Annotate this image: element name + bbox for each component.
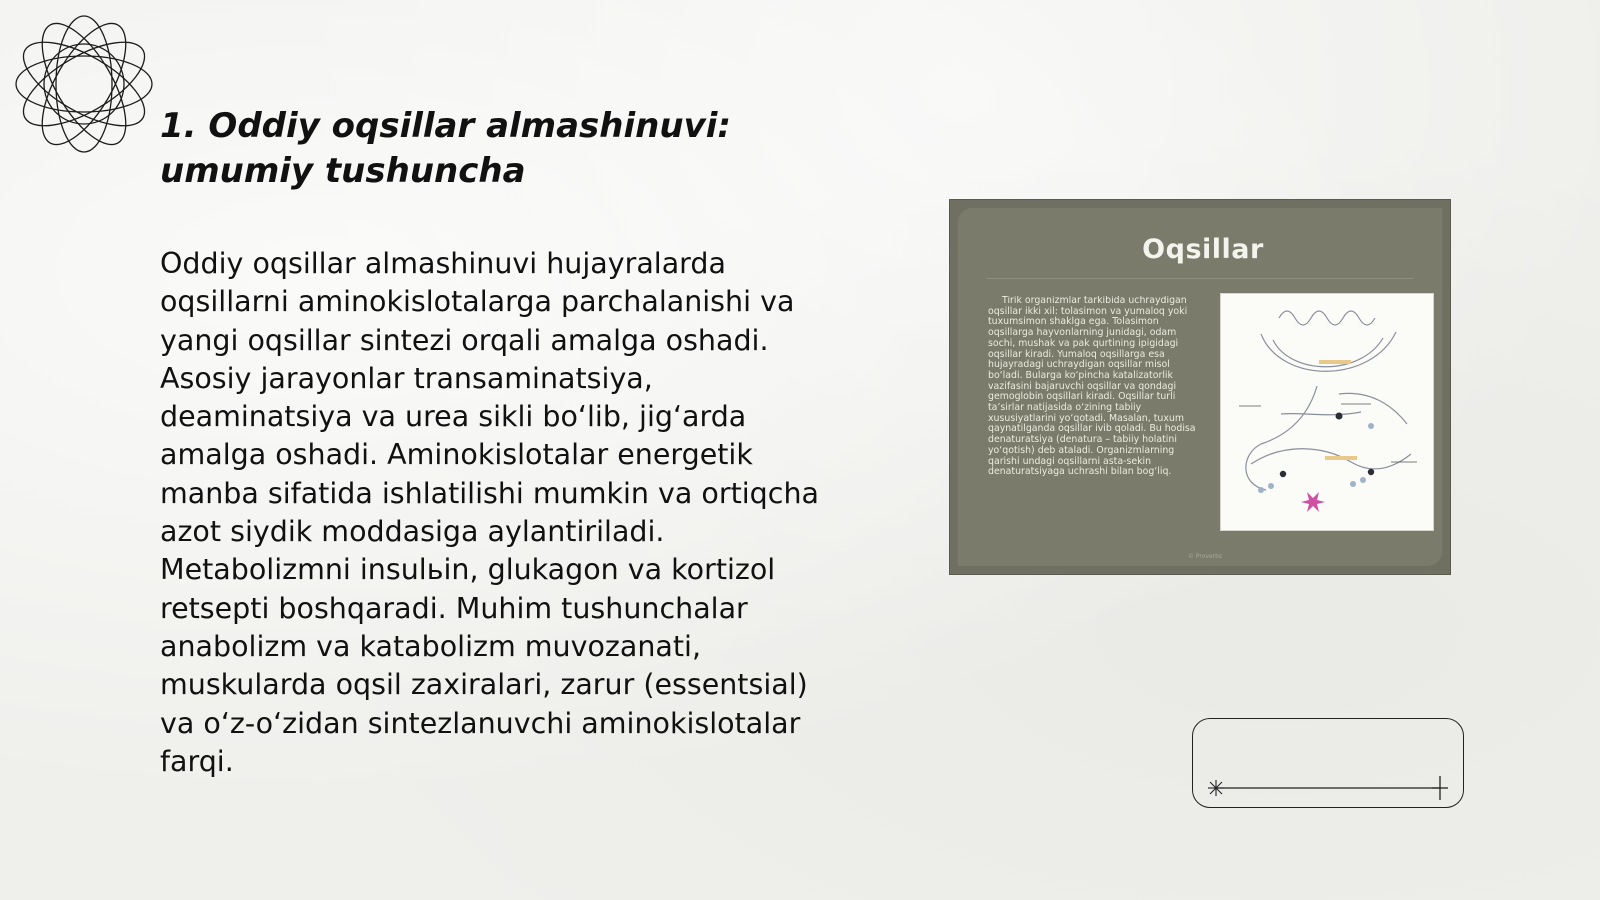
protein-diagram-illustration-icon bbox=[1221, 294, 1433, 530]
protein-folding-diagram bbox=[1220, 293, 1434, 531]
star-line-decoration-icon bbox=[1192, 776, 1464, 816]
embedded-slide-image bbox=[950, 200, 1450, 574]
slide-body-text: Oddiy oqsillar almashinuvi hujayralarda oqsillarni aminokislotalarga parchalanishi va yangi oqsillar sintezi orqali amalga oshadi. Asosiy jarayonlar transaminatsiya, deaminatsiya va urea sikli bo‘lib, jig‘arda amalga oshadi. Aminokislotalar energetik manba sifatida ishlatilishi mumkin va ortiqcha azot siydik moddasiga aylantiriladi. Metabolizmni insulьin, glukagon va kortizol retsepti boshqaradi. Muhim tushunchalar anabolizm va katabolizm muvozanati, muskularda oqsil zaxiralari, zarur (essentsial) va o‘z-o‘zidan sintezlanuvchi aminokislotalar farqi. bbox=[160, 247, 819, 778]
embedded-slide-title: Oqsillar bbox=[1142, 234, 1264, 265]
embedded-slide-frame bbox=[958, 208, 1442, 566]
embedded-slide-caption: © Proverbs bbox=[1188, 553, 1223, 560]
orbit-ring-icon bbox=[10, 10, 158, 158]
slide-title: 1. Oddiy oqsillar almashinuvi: umumiy tushuncha bbox=[160, 106, 731, 191]
embedded-divider bbox=[986, 278, 1414, 279]
embedded-slide-paragraph: Tirik organizmlar tarkibida uchraydigan oqsillar ikki xil: tolasimon va yumaloq yoki tuxumsimon shaklga ega. Tolasimon oqsillarga hayvonlarning junidagi, odam sochi, mushak va pak qurtining ipigidagi oqsillar kiradi. Yumaloq oqsillarga esa hujayradagi uchraydigan oqsillar misol bo‘ladi. Bularga ko‘pincha katalizatorlik vazifasini bajaruvchi oqsillar va qondagi gemoglobin oqsillari kiradi. Oqsillar turli ta’sirlar natijasida o‘zining tabiiy xususiyatlarini yo‘qotadi. Masalan, tuxum qaynatilganda oqsillar ivib qoladi. Bu hodisa denaturatsiya (denatura – tabiiy holatini yo‘qotish) deb ataladi. Organizmlarning qarishi undagi oqsillarni asta-sekin denaturatsiyaga uchrashi bilan bog‘liq. bbox=[988, 296, 1196, 478]
